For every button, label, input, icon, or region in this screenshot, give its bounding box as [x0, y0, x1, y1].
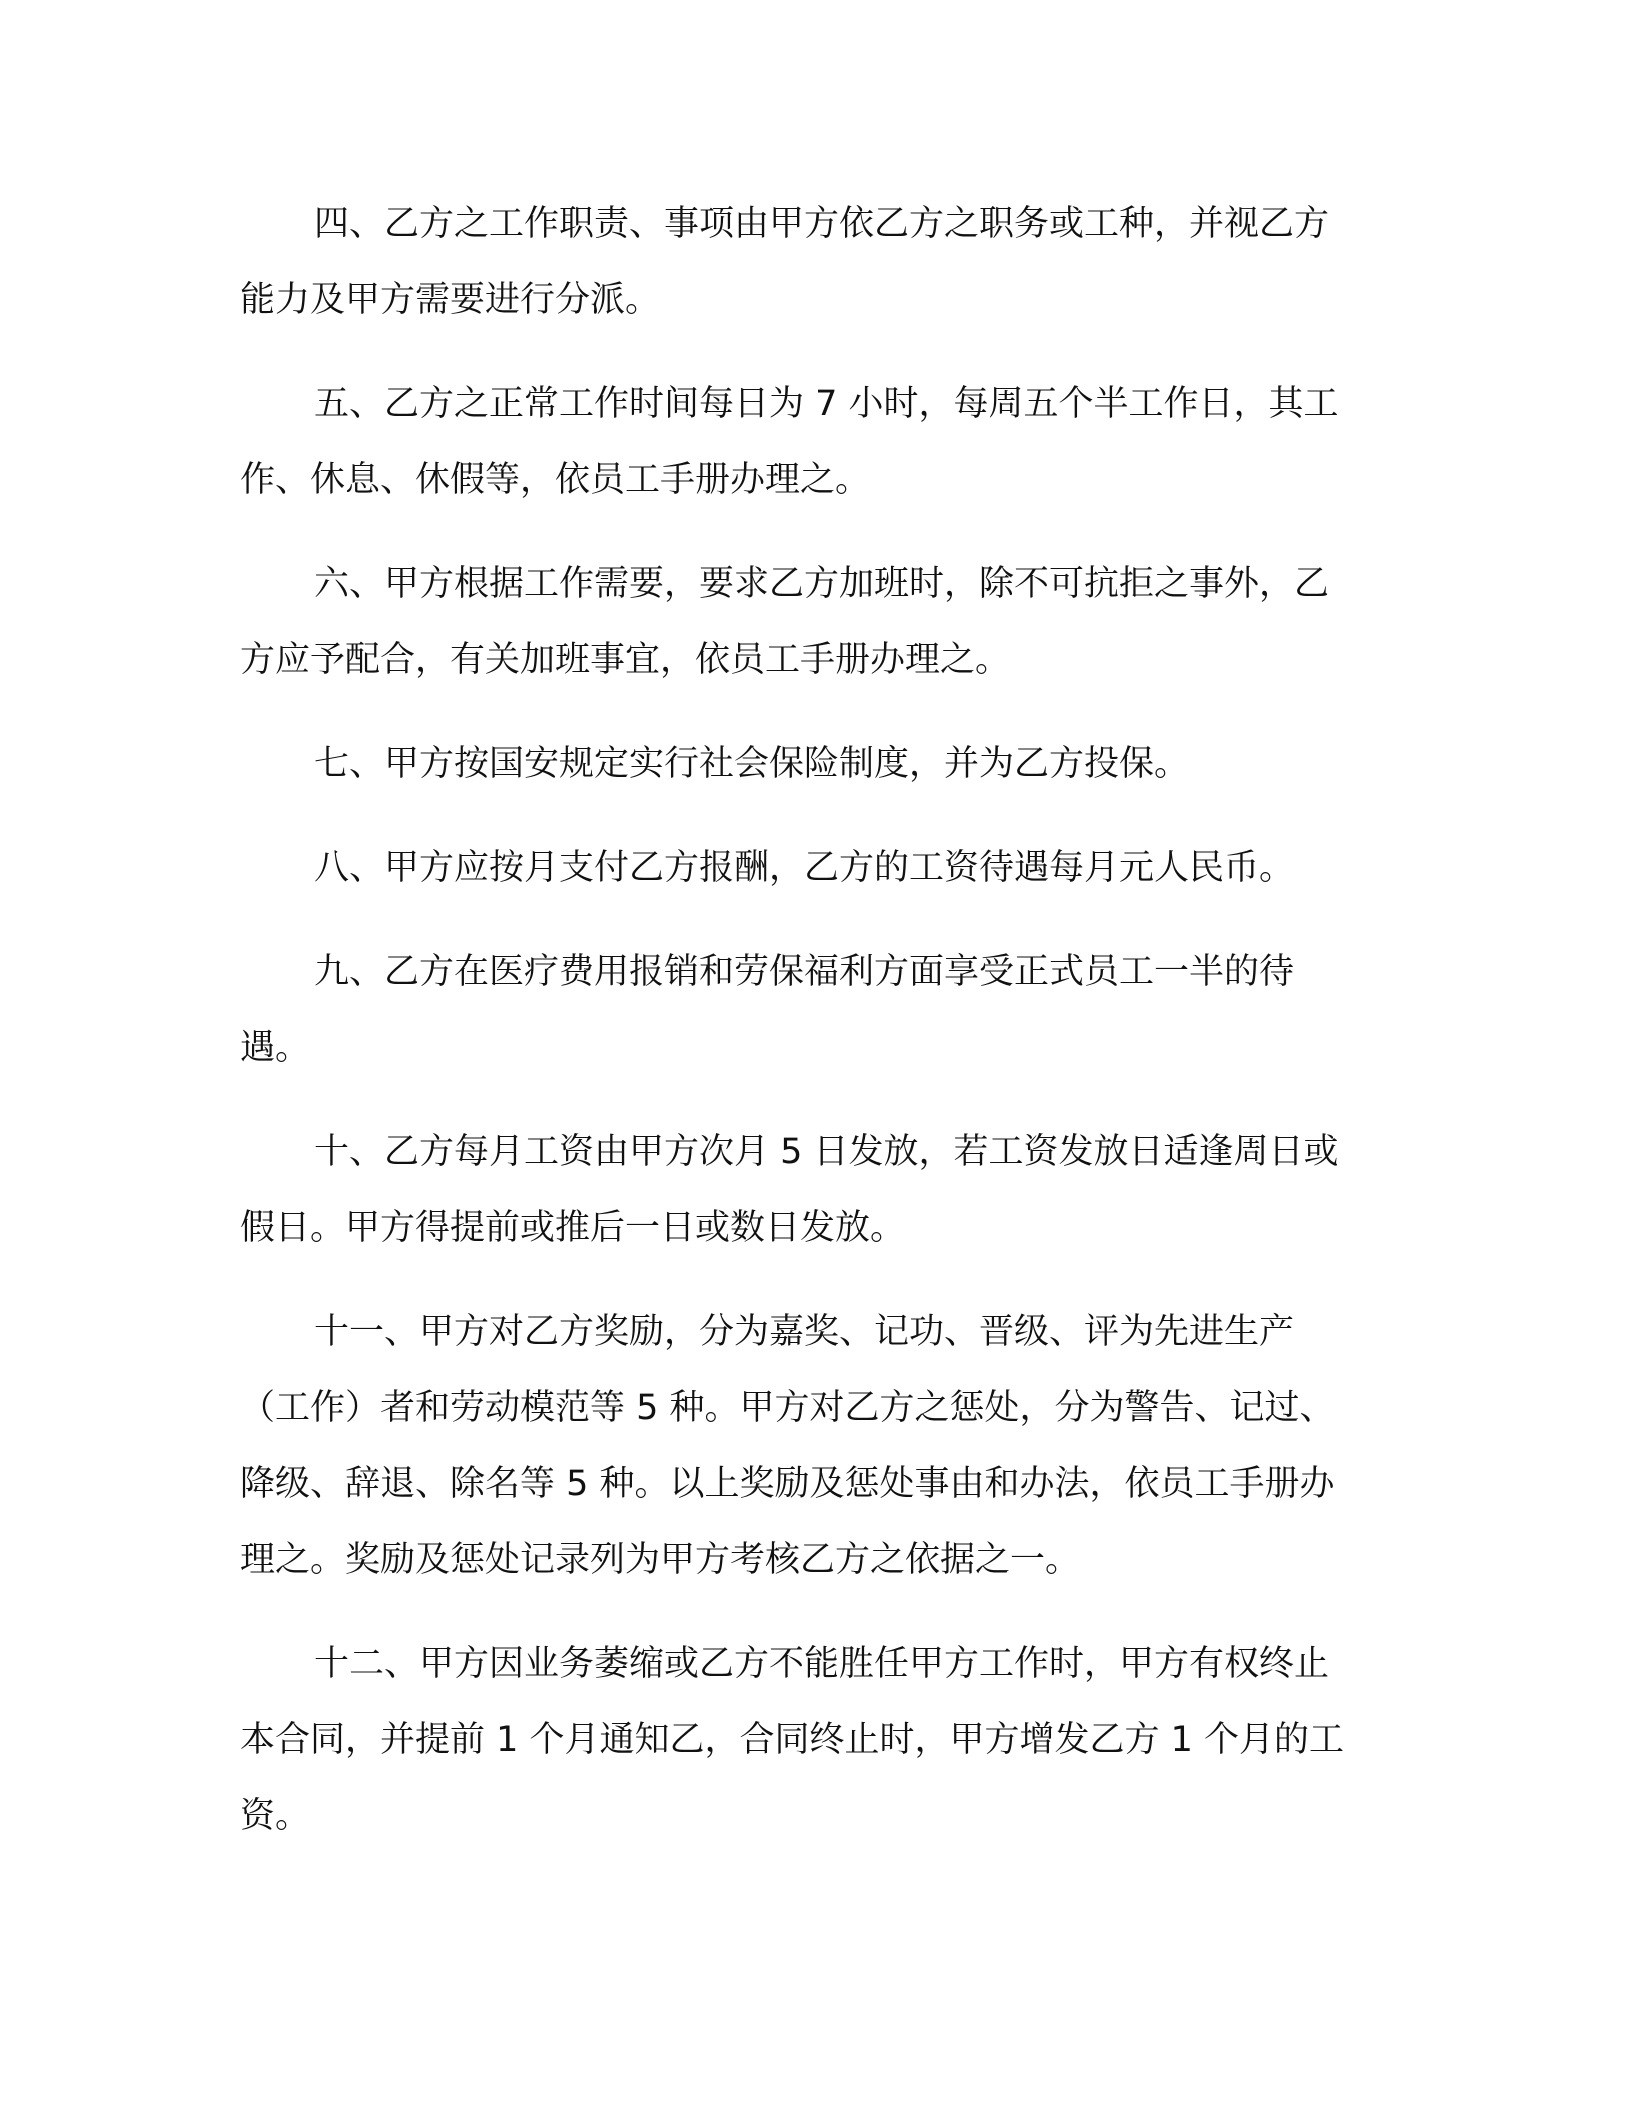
clause-4: 四、乙方之工作职责、事项由甲方依乙方之职务或工种，并视乙方能力及甲方需要进行分派。 [240, 204, 1330, 320]
contract-body [240, 186, 1360, 1882]
clause-9: 九、乙方在医疗费用报销和劳保福利方面享受正式员工一半的待遇。 [240, 952, 1295, 1068]
clause-11: 十一、甲方对乙方奖励，分为嘉奖、记功、晋级、评为先进生产（工作）者和劳动模范等 5 种。甲方对乙方之惩处，分为警告、记过、降级、辞退、除名等 5 种。以上奖励及惩处事由和办法，依员工手册办理之。奖励及惩处记录列为甲方考核乙方之依据之一。 [240, 1312, 1335, 1580]
clause-10: 十、乙方每月工资由甲方次月 5 日发放，若工资发放日适逢周日或假日。甲方得提前或推后一日或数日发放。 [240, 1132, 1339, 1248]
clause-6: 六、甲方根据工作需要，要求乙方加班时，除不可抗拒之事外，乙方应予配合，有关加班事宜，依员工手册办理之。 [240, 564, 1330, 680]
clause-8: 八、甲方应按月支付乙方报酬，乙方的工资待遇每月元人民币。 [314, 848, 1295, 888]
clause-5: 五、乙方之正常工作时间每日为 7 小时，每周五个半工作日，其工作、休息、休假等，依员工手册办理之。 [240, 384, 1339, 500]
clause-12: 十二、甲方因业务萎缩或乙方不能胜任甲方工作时，甲方有权终止本合同，并提前 1 个月通知乙，合同终止时，甲方增发乙方 1 个月的工资。 [240, 1644, 1345, 1836]
clause-7: 七、甲方按国安规定实行社会保险制度，并为乙方投保。 [314, 744, 1190, 784]
